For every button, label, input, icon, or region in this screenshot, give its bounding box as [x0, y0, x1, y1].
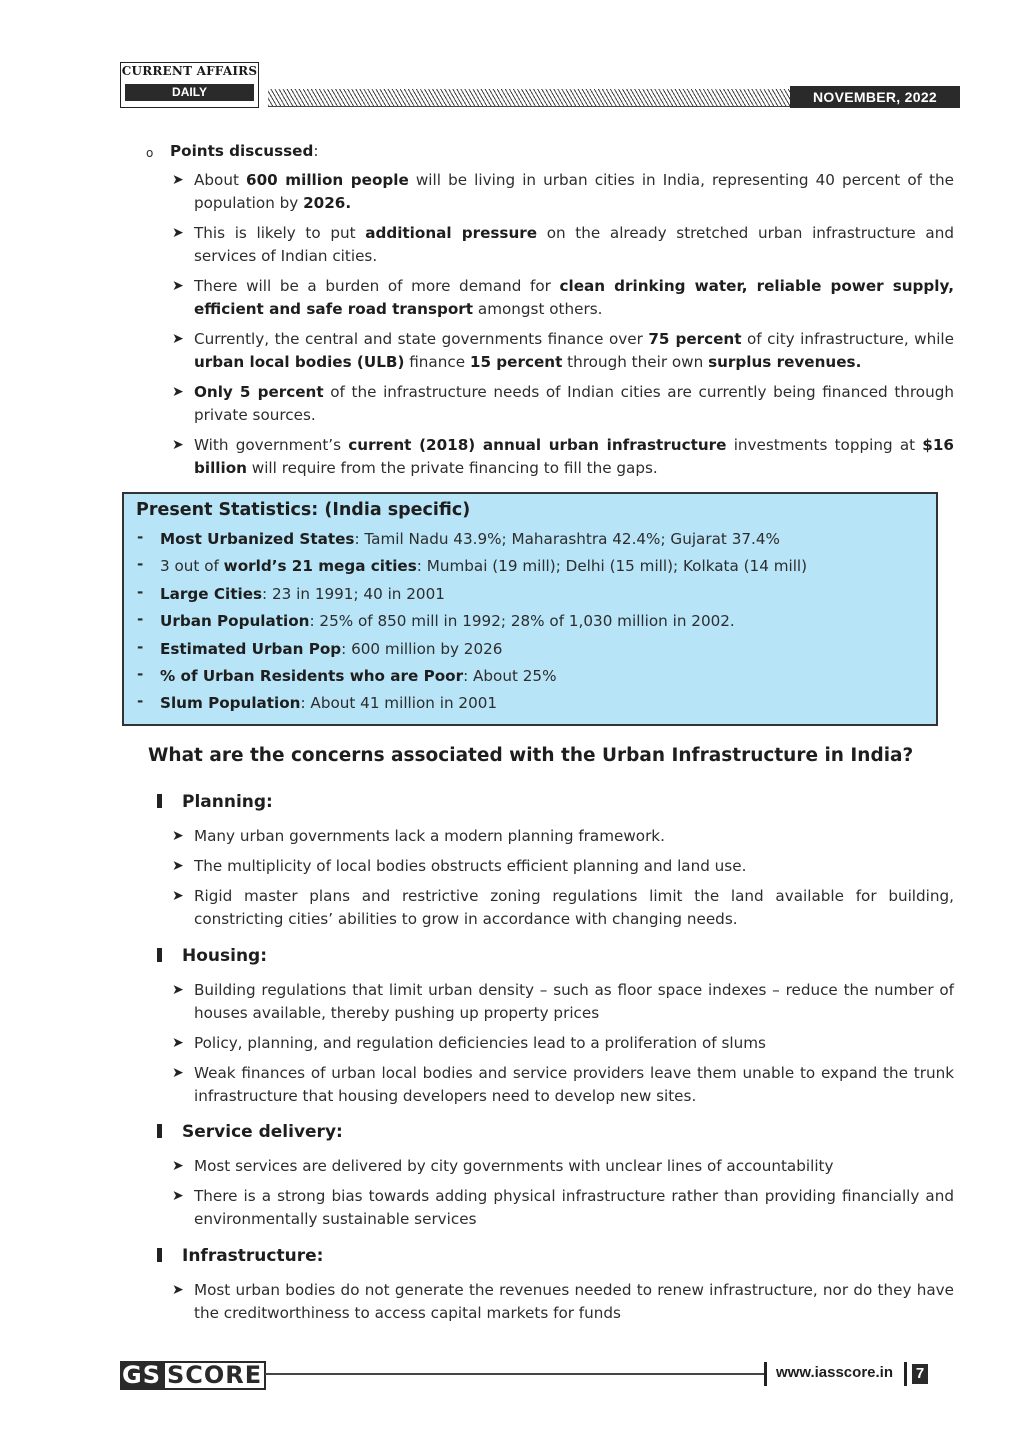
dash-bullet-icon: - [137, 610, 144, 629]
text-run: : 23 in 1991; 40 in 2001 [262, 584, 445, 603]
text-run: $16 billion [194, 436, 954, 477]
arrow-bullet-icon: ➤ [172, 1188, 184, 1204]
arrow-bullet-icon: ➤ [172, 437, 184, 453]
planning-heading: Planning: [157, 792, 273, 812]
statistic-item [124, 665, 936, 692]
text-run: Slum Population [160, 694, 301, 713]
points-heading-label: Points discussed [170, 142, 314, 160]
section-heading: What are the concerns associated with the Urban Infrastructure in India? [148, 745, 914, 766]
text-run: Urban Population [160, 612, 310, 631]
list-item [172, 855, 954, 878]
footer-rule [265, 1373, 765, 1375]
list-item [172, 1185, 954, 1231]
housing-heading: Housing: [157, 946, 267, 966]
list-item [172, 1062, 954, 1108]
list-item [172, 1032, 954, 1055]
text-run: urban local bodies (ULB) [194, 353, 405, 371]
arrow-bullet-icon: ➤ [172, 1035, 184, 1051]
text-run: There will be a burden of more demand for [194, 277, 560, 295]
dash-bullet-icon: - [137, 555, 144, 574]
header-stripe [268, 89, 790, 107]
text-run: With government’s [194, 436, 349, 454]
statistics-list [124, 528, 936, 720]
text-run: Many urban governments lack a modern planning framework. [194, 827, 665, 845]
text-run: Only 5 percent [194, 383, 324, 401]
issue-date: NOVEMBER, 2022 [790, 86, 960, 108]
text-run: 15 percent [469, 353, 563, 371]
dash-bullet-icon: - [137, 637, 144, 656]
text-run: About [194, 171, 247, 189]
points-list [172, 169, 954, 487]
text-run: world’s 21 mega cities [223, 557, 417, 576]
footer-divider [904, 1362, 907, 1386]
infrastructure-heading: Infrastructure: [157, 1246, 323, 1266]
text-run: Most Urbanized States [160, 530, 355, 548]
text-run: Most urban bodies do not generate the revenues needed to renew infrastructure, nor do they have the creditworthiness to access capital markets for funds [194, 1281, 954, 1322]
arrow-bullet-icon: ➤ [172, 828, 184, 844]
arrow-bullet-icon: ➤ [172, 982, 184, 998]
dash-bullet-icon: - [137, 692, 144, 711]
text-run: investments topping at [726, 436, 923, 454]
statistic-item [124, 528, 936, 555]
list-item [172, 328, 954, 374]
text-run: on the already stretched urban infrastructure and services of Indian cities. [194, 224, 954, 265]
circle-bullet-icon: o [146, 146, 154, 160]
list-item [172, 825, 954, 848]
text-run: : 600 million by 2026 [341, 639, 503, 658]
text-run: Policy, planning, and regulation deficiencies lead to a proliferation of slums [194, 1034, 766, 1052]
dash-bullet-icon: - [137, 582, 144, 601]
text-run: : 25% of 850 mill in 1992; 28% of 1,030 million in 2002. [309, 612, 735, 631]
text-run: There is a strong bias towards adding physical infrastructure rather than providing financially and environmentally sustainable services [194, 1187, 954, 1228]
statistic-item [124, 583, 936, 610]
service-delivery-heading: Service delivery: [157, 1122, 343, 1142]
gsscore-logo: GS SCORE [120, 1361, 266, 1390]
list-item [172, 169, 954, 215]
square-bullet-icon [157, 948, 162, 962]
text-run: additional pressure [365, 224, 538, 242]
page-number: 7 [912, 1364, 928, 1384]
arrow-bullet-icon: ➤ [172, 1065, 184, 1081]
arrow-bullet-icon: ➤ [172, 331, 184, 347]
service-delivery-list [172, 1155, 954, 1238]
text-run: Building regulations that limit urban density – such as floor space indexes – reduce the number of houses available, thereby pushing up property prices [194, 981, 954, 1022]
text-run: will require from the private financing to fill the gaps. [246, 459, 658, 477]
statistic-item [124, 555, 936, 582]
text-run: surplus revenues. [708, 353, 862, 371]
text-run: 2026. [303, 194, 352, 212]
square-bullet-icon [157, 1124, 162, 1138]
planning-list [172, 825, 954, 938]
text-run: 600 million people [246, 171, 409, 189]
arrow-bullet-icon: ➤ [172, 858, 184, 874]
arrow-bullet-icon: ➤ [172, 278, 184, 294]
list-item [172, 979, 954, 1025]
masthead-title: CURRENT AFFAIRS [121, 64, 258, 78]
arrow-bullet-icon: ➤ [172, 384, 184, 400]
statistic-item [124, 610, 936, 637]
statistic-item [124, 638, 936, 665]
website-link[interactable]: www.iasscore.in [776, 1364, 893, 1381]
list-item [172, 222, 954, 268]
present-statistics-box [122, 492, 938, 726]
publication-masthead [120, 62, 259, 108]
arrow-bullet-icon: ➤ [172, 1158, 184, 1174]
arrow-bullet-icon: ➤ [172, 888, 184, 904]
footer-divider [764, 1362, 767, 1386]
text-run: This is likely to put [194, 224, 366, 242]
arrow-bullet-icon: ➤ [172, 225, 184, 241]
arrow-bullet-icon: ➤ [172, 1282, 184, 1298]
statistic-item [124, 692, 936, 719]
text-run: clean drinking water, reliable power supply, efficient and safe road transport [194, 277, 954, 318]
square-bullet-icon [157, 794, 162, 808]
text-run: : Tamil Nadu 43.9%; Maharashtra 42.4%; Gujarat 37.4% [354, 530, 780, 548]
list-item [172, 1279, 954, 1325]
text-run: Rigid master plans and restrictive zoning regulations limit the land available for building, constricting cities’ abilities to grow in accordance with changing needs. [194, 887, 954, 928]
text-run: of the infrastructure needs of Indian cities are currently being financed through private sources. [194, 383, 954, 424]
text-run: will be living in urban cities in India, representing 40 percent of the population by [194, 171, 955, 212]
text-run: Weak finances of urban local bodies and service providers leave them unable to expand the trunk infrastructure that housing developers need to develop new sites. [194, 1064, 954, 1105]
dash-bullet-icon: - [137, 528, 144, 546]
text-run: : Mumbai (19 mill); Delhi (15 mill); Kolkata (14 mill) [416, 557, 808, 576]
list-item [172, 885, 954, 931]
text-run: 75 percent [648, 330, 742, 348]
text-run: Large Cities [160, 584, 263, 603]
text-run: amongst others. [473, 300, 603, 318]
list-item [172, 434, 954, 480]
masthead-subtitle: DAILY [125, 84, 254, 101]
text-run: Estimated Urban Pop [160, 639, 342, 658]
text-run: : About 41 million in 2001 [300, 694, 498, 713]
text-run: through their own [562, 353, 709, 371]
list-item [172, 275, 954, 321]
housing-list [172, 979, 954, 1115]
text-run: The multiplicity of local bodies obstructs efficient planning and land use. [194, 857, 747, 875]
text-run: of city infrastructure, while [741, 330, 954, 348]
list-item [172, 381, 954, 427]
text-run: current (2018) annual urban infrastructure [348, 436, 727, 454]
list-item [172, 1155, 954, 1178]
text-run: 3 out of [160, 557, 224, 576]
text-run: Most services are delivered by city governments with unclear lines of accountability [194, 1157, 834, 1175]
text-run: : About 25% [463, 666, 557, 685]
arrow-bullet-icon: ➤ [172, 172, 184, 188]
infrastructure-list [172, 1279, 954, 1332]
text-run: finance [404, 353, 470, 371]
text-run: Currently, the central and state governments finance over [194, 330, 649, 348]
text-run: % of Urban Residents who are Poor [160, 666, 464, 685]
dash-bullet-icon: - [137, 664, 144, 683]
statistics-title: Present Statistics: (India specific) [136, 500, 471, 520]
square-bullet-icon [157, 1248, 162, 1262]
